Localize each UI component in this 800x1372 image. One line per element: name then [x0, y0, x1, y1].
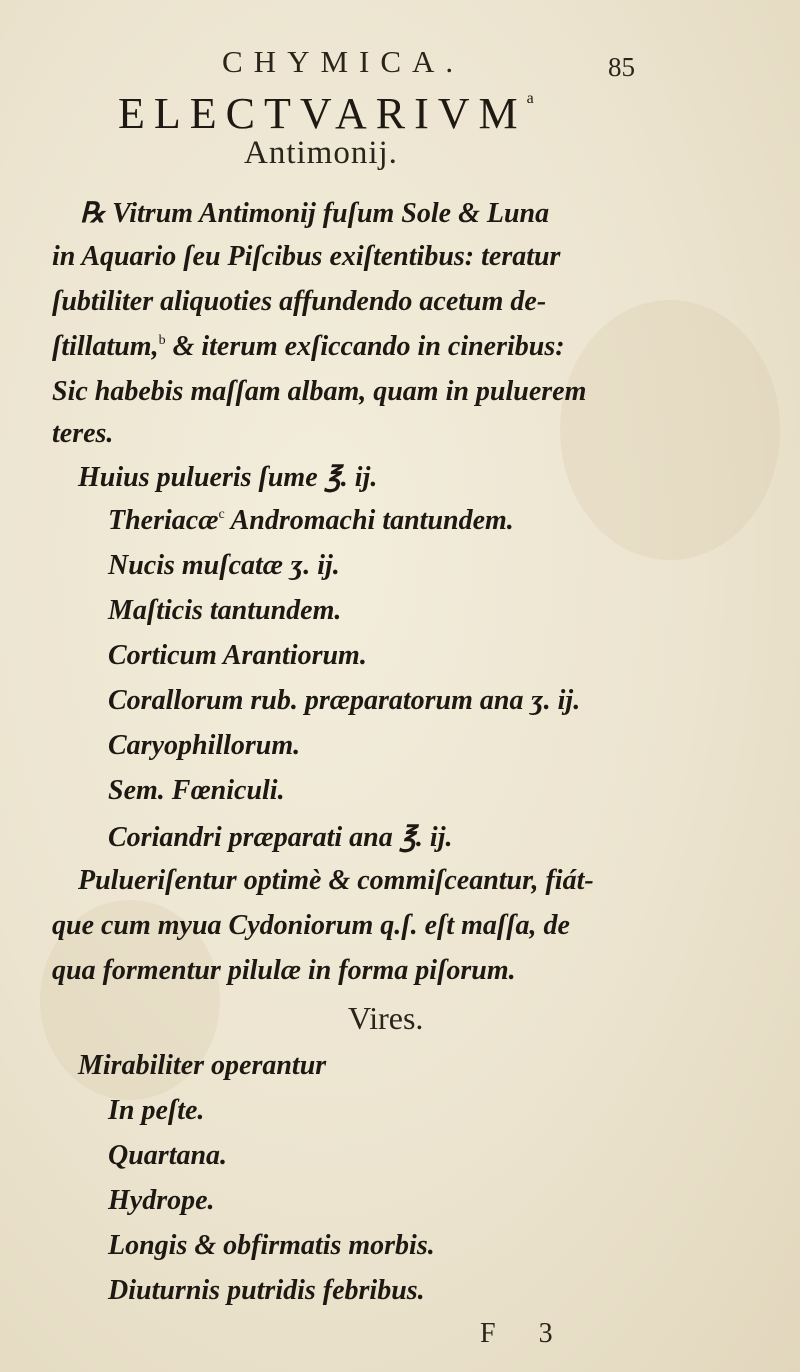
ingredient-line: Corallorum rub. præparatorum ana ʒ. ij. [108, 685, 581, 716]
ingredient-line: Maſticis tantundem. [108, 595, 342, 626]
vires-line: Mirabiliter operantur [78, 1050, 327, 1081]
recipe-line: ℞ Vitrum Antimonij fuſum Sole & Luna [80, 198, 550, 229]
instruction-line: que cum myua Cydoniorum q.ſ. eſt maſſa, de [52, 910, 570, 941]
ingredient-text: Theriacæ [108, 505, 219, 536]
instruction-line: Pulueriſentur optimè & commiſceantur, fiát- [78, 865, 594, 896]
ingredient-line: Corticum Arantiorum. [108, 640, 367, 671]
ingredient-line [108, 505, 514, 537]
note-marker: b [158, 333, 166, 348]
note-marker: c [218, 507, 225, 522]
page-number: 85 [608, 52, 635, 82]
ingredient-line: Coriandri præparati ana ℥. ij. [108, 822, 453, 853]
ingredient-tail: Andromachi tantundem. [224, 505, 514, 536]
recipe-line: teres. [52, 418, 114, 449]
chapter-subtitle: Antimonij. [244, 135, 398, 171]
chapter-title-text: ELECTVARIVM [118, 89, 527, 138]
vires-heading: Vires. [348, 1000, 424, 1036]
paper-stain [560, 300, 780, 560]
recipe-line [52, 331, 565, 363]
recipe-line: ſubtiliter aliquoties affundendo acetum de- [52, 286, 547, 317]
recipe-line: Sic habebis maſſam albam, quam in puluerem [52, 376, 587, 407]
vires-line: Hydrope. [108, 1185, 215, 1216]
ingredient-line: Huius pulueris ſume ℥. ij. [78, 462, 378, 493]
title-note-marker: a [526, 90, 534, 107]
signature-mark: F 3 [480, 1318, 571, 1349]
ingredient-line: Caryophillorum. [108, 730, 301, 761]
chapter-title [118, 88, 534, 139]
ingredient-line: Sem. Fœniculi. [108, 775, 285, 806]
vires-line: Diuturnis putridis febribus. [108, 1275, 425, 1306]
vires-line: Quartana. [108, 1140, 228, 1171]
ingredient-line: Nucis muſcatæ ʒ. ij. [108, 550, 340, 581]
vires-line: In peſte. [108, 1095, 205, 1126]
recipe-line: in Aquario ſeu Piſcibus exiſtentibus: teratur [52, 241, 561, 272]
vires-line: Longis & obfirmatis morbis. [108, 1230, 435, 1261]
instruction-line: qua formentur pilulæ in forma piſorum. [52, 955, 516, 986]
recipe-line-tail: & iterum exſiccando in cineribus: [165, 331, 565, 362]
running-title: CHYMICA. [222, 44, 465, 79]
recipe-line-text: ſtillatum, [52, 331, 159, 362]
